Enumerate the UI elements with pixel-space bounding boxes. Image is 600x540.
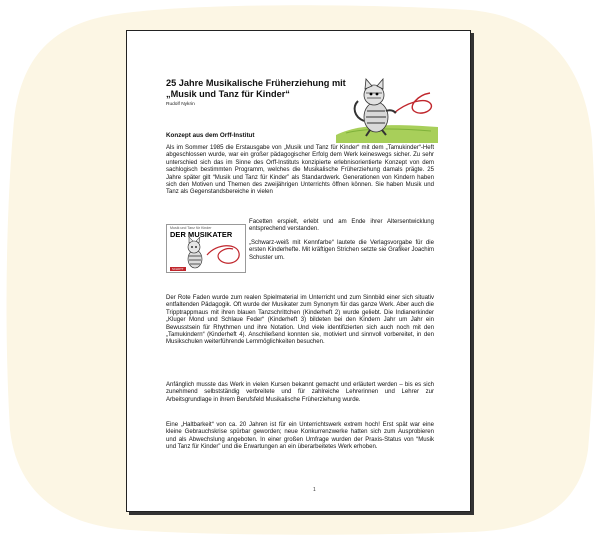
wrapped-text: [249, 219, 434, 262]
musikater-illustration: [336, 73, 438, 143]
cover-subtitle: Musik und Tanz für Kinder: [170, 226, 212, 230]
cover-title: DER MUSIKATER: [170, 230, 233, 239]
section-heading: Konzept aus dem Orff-Institut: [166, 132, 255, 139]
musikater-cover-image: [166, 224, 246, 273]
paragraph-5: Eine „Haltbarkeit“ von ca. 20 Jahren ist für ein Unterrichtswerk extrem hoch! Erst spät war eine kleine Gebrauchskrise spürbar geworden; neue Konkurrenzwerke hatten sich zum Ausprobieren und als Abwechslung angeboten. In einer großen Umfrage wurden der Praxis-Status von “Musik und Tanz für Kinder” und die Erwartungen an ein überarbeitetes Werk erhoben.: [166, 422, 434, 451]
author-name: Rudolf Nykrin: [166, 102, 195, 107]
paragraph-3: Der Rote Faden wurde zum realen Spielmaterial im Unterricht und zum Sinnbild einer sich situativ entfaltenden Pädagogik. Oft wurde der Musikater zum Synonym für das ganze Werk. Aber auch die Tripptrappmaus mit ihren blauen Tanzschrittchen (Kinderheft 2) wurde geliebt. Die Indianerkinder „Kluger Mond und Schlaue Feder“ (Kinderheft 3) bildeten bei den Kindern Jahr um Jahr ein Bewusstsein für Rhythmen und ihre Notation. Und viele identifizierten sich auch noch mit den „Tamukindern“ (Kinderheft 4). Anschließend konnten sie, motiviert und sinnvoll vorbereitet, in den Musikschulen weiterführende Lernmöglichkeiten besuchen.: [166, 295, 434, 346]
paragraph-1-continuation: Facetten erspielt, erlebt und am Ende ihrer Altersentwicklung entsprechend verstanden.: [249, 219, 434, 233]
cover-publisher-logo: SCHOTT: [172, 267, 184, 271]
paragraph-1: Als im Sommer 1985 die Erstausgabe von „Musik und Tanz für Kinder“ mit dem „Tamukinder“-Heft abgeschlossen wurde, war ein großer pädagogischer Erfolg dem Werk keineswegs sicher. Zu sehr unterschied sich das im Sinne des Orff-Instituts konzipierte erlebnisorientierte Konzept von dem sachlogisch bestimmten Programm, welches die Musikalische Früherziehung damals prägte. 25 Jahre später gilt “Musik und Tanz für Kinder” als Standardwerk. Generationen von Kindern haben sich den Motiven und Themen des zweijährigen Unterrichts öffnen können. Sie haben Musik und Tanz als Gegenstandsbereiche in vielen: [166, 145, 434, 196]
title-line-1: 25 Jahre Musikalische Früherziehung mit: [166, 78, 346, 88]
title-line-2: „Musik und Tanz für Kinder“: [166, 89, 290, 99]
document-page: [126, 30, 471, 512]
page-number: 1: [313, 487, 316, 493]
paragraph-2: „Schwarz-weiß mit Kennfarbe“ lautete die Verlagsvorgabe für die ersten Kinderhefte. Mit kräftigen Strichen setzte sie Grafiker Joachim Schuster um.: [249, 239, 434, 261]
paragraph-4: Anfänglich musste das Werk in vielen Kursen bekannt gemacht und erläutert werden – bis es sich zunehmend selbstständig verbreitete und für zahlreiche Lehrerinnen und Lehrer zur Arbeitsgrundlage in ihrem Berufsfeld Musikalische Früherziehung wurde.: [166, 382, 434, 403]
